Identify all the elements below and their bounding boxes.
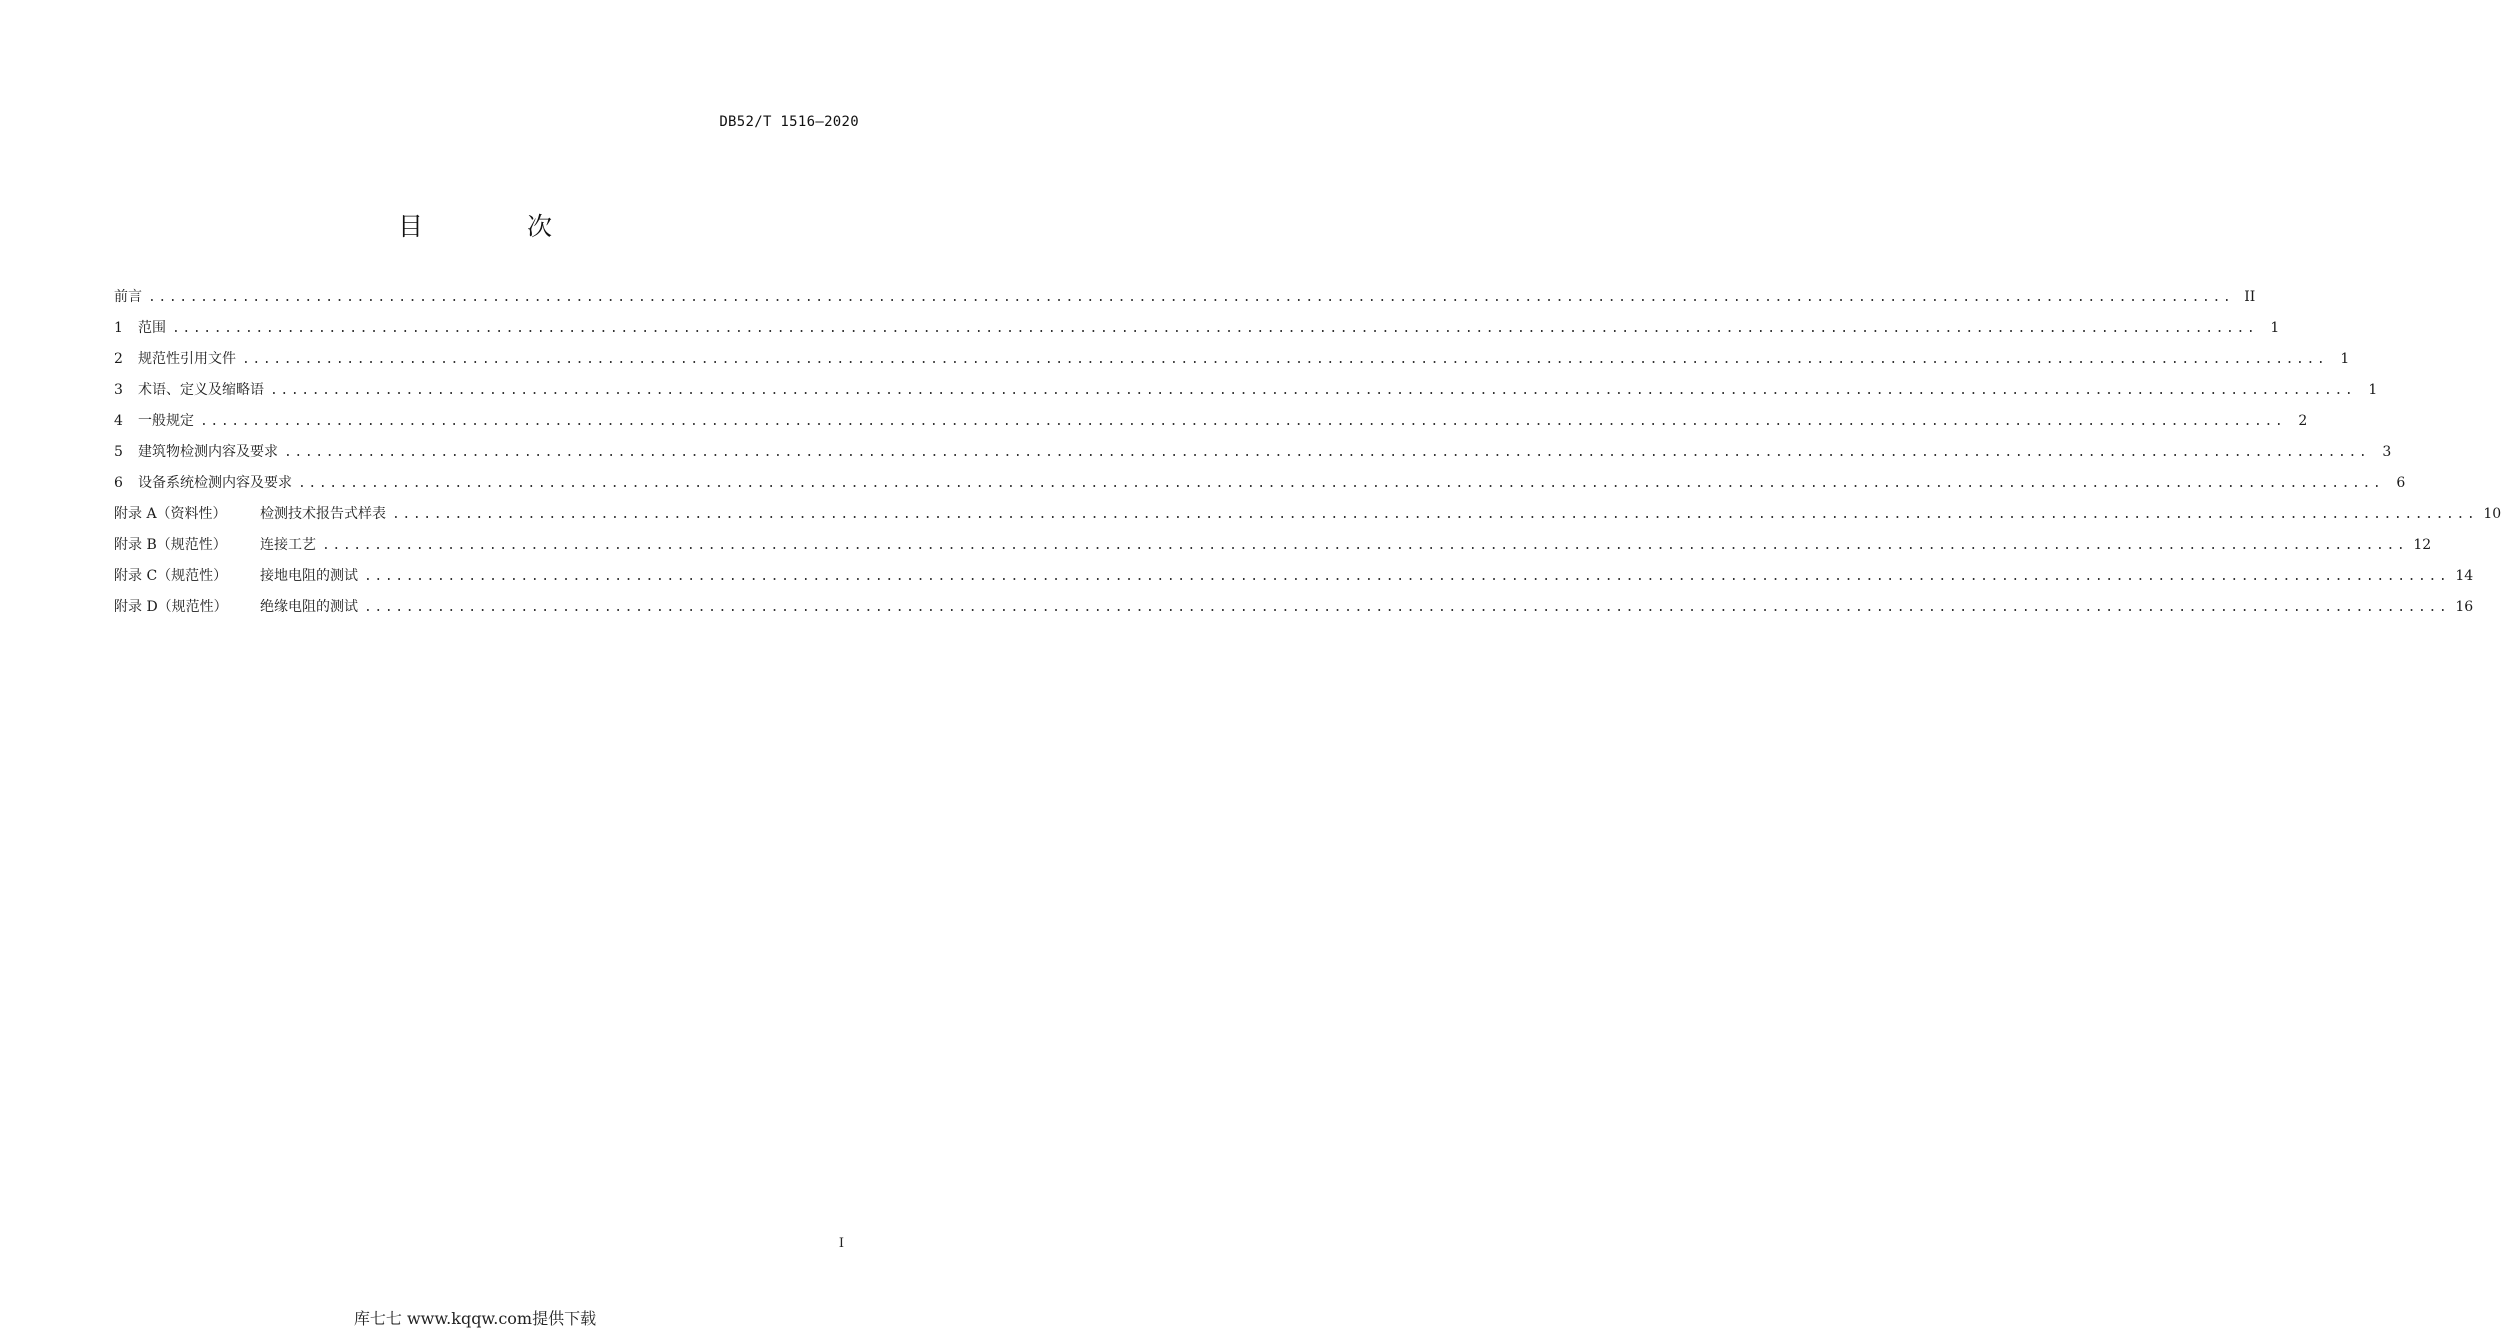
toc-entry[interactable] (114, 316, 2280, 347)
document-code: DB52/T 1516—2020 (719, 114, 859, 130)
toc-entry-label: 设备系统检测内容及要求 (138, 475, 292, 491)
toc-dot-leader: ........................................................................................................................................................................................................ (284, 445, 2370, 460)
toc-annex-tag: 附录 C（规范性） (114, 568, 228, 584)
toc-entry[interactable] (114, 533, 2432, 564)
toc-entry-number: 2 (114, 351, 123, 367)
toc-dot-leader: ........................................................................................................................................................................................................ (270, 383, 2356, 398)
toc-entry-label: 检测技术报告式样表 (260, 506, 386, 522)
toc-entry[interactable] (114, 595, 2474, 626)
toc-entry-page: II (2244, 289, 2256, 305)
toc-entry-number: 1 (114, 320, 123, 336)
toc-entry[interactable] (114, 502, 2501, 533)
toc-entry-page: 10 (2483, 506, 2501, 522)
toc-entry-number: 4 (114, 413, 123, 429)
toc-entry-label: 术语、定义及缩略语 (138, 382, 264, 398)
toc-entry-page: 1 (2270, 320, 2280, 336)
toc-dot-leader: ........................................................................................................................................................................................................ (298, 476, 2384, 491)
toc-entry-label: 接地电阻的测试 (260, 568, 358, 584)
toc-entry-label: 前言 (114, 289, 142, 305)
toc-entry-label: 一般规定 (138, 413, 194, 429)
toc-entry-number: 6 (114, 475, 123, 491)
toc-entry[interactable] (114, 409, 2308, 440)
toc-entry-label: 范围 (138, 320, 166, 336)
toc-title: 目 次 (398, 212, 600, 241)
toc-dot-leader: ........................................................................................................................................................................................................ (242, 352, 2328, 367)
toc-dot-leader: ........................................................................................................................................................................................................ (148, 290, 2234, 305)
toc-entry-page: 14 (2455, 568, 2474, 584)
toc-entry[interactable] (114, 564, 2474, 595)
toc-entry[interactable] (114, 378, 2378, 409)
toc-entry-page: 16 (2455, 599, 2474, 615)
toc-entry[interactable] (114, 471, 2406, 502)
toc-entry-page: 6 (2396, 475, 2406, 491)
toc-annex-tag: 附录 A（资料性） (114, 506, 227, 522)
toc-dot-leader: ........................................................................................................................................................................................................ (364, 600, 2450, 615)
toc-entry-label: 连接工艺 (260, 537, 316, 553)
toc-entry-number: 5 (114, 444, 123, 460)
toc-entry-page: 1 (2340, 351, 2350, 367)
toc-entry-page: 12 (2413, 537, 2432, 553)
page-number: I (838, 1236, 844, 1251)
toc-dot-leader: ........................................................................................................................................................................................................ (200, 414, 2286, 429)
toc-annex-tag: 附录 D（规范性） (114, 599, 228, 615)
toc-entry-label: 绝缘电阻的测试 (260, 599, 358, 615)
toc-dot-leader: ........................................................................................................................................................................................................ (322, 538, 2408, 553)
toc-entry-page: 3 (2382, 444, 2392, 460)
toc-entry-number: 3 (114, 382, 123, 398)
toc-dot-leader: ........................................................................................................................................................................................................ (172, 321, 2258, 336)
download-credit: 库七七 www.kqqw.com提供下载 (353, 1309, 597, 1328)
toc-entry-page: 2 (2298, 413, 2308, 429)
toc-entry[interactable] (114, 347, 2350, 378)
toc-entry[interactable] (114, 285, 2256, 316)
toc-entry-label: 建筑物检测内容及要求 (138, 444, 278, 460)
toc-entry[interactable] (114, 440, 2392, 471)
toc-entry-label: 规范性引用文件 (138, 351, 236, 367)
toc-dot-leader: ........................................................................................................................................................................................................ (392, 507, 2478, 522)
table-of-contents (114, 285, 2501, 626)
toc-dot-leader: ........................................................................................................................................................................................................ (364, 569, 2450, 584)
toc-entry-page: 1 (2368, 382, 2378, 398)
toc-annex-tag: 附录 B（规范性） (114, 537, 227, 553)
